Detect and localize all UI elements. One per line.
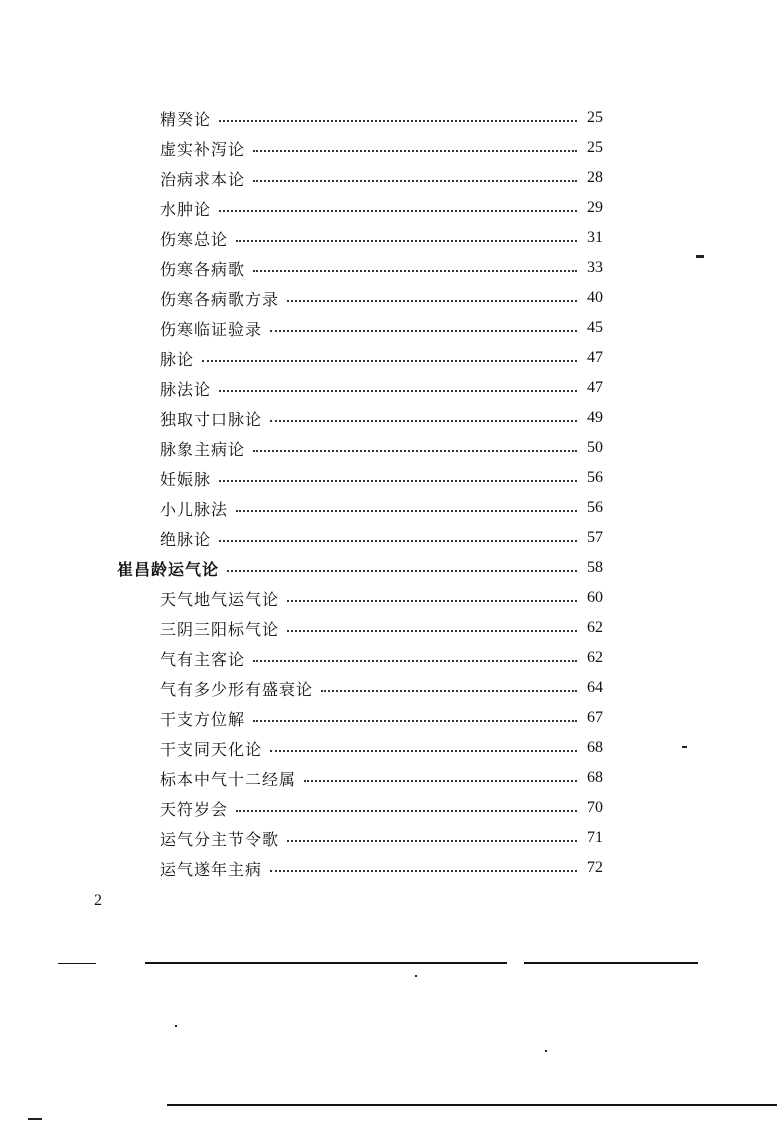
entry-title: 干支方位解 <box>160 709 246 729</box>
toc-entry <box>160 673 603 703</box>
entry-page: 29 <box>587 199 603 216</box>
page-number: 2 <box>94 892 102 909</box>
scan-speck <box>28 1118 42 1120</box>
dot-leader <box>253 720 577 722</box>
entry-title: 小儿脉法 <box>160 499 229 519</box>
scan-rule <box>167 1104 777 1106</box>
toc-entry <box>160 793 603 823</box>
toc-entry <box>160 823 603 853</box>
entry-title: 伤寒总论 <box>160 229 229 249</box>
entry-page: 31 <box>587 229 603 246</box>
entry-title: 气有多少形有盛衰论 <box>160 679 314 699</box>
entry-title: 治病求本论 <box>160 169 246 189</box>
toc-entry <box>160 493 603 523</box>
dot-leader <box>287 600 577 602</box>
dot-leader <box>202 360 577 362</box>
entry-title: 妊娠脉 <box>160 469 212 489</box>
entry-page: 47 <box>587 349 603 366</box>
entry-title: 脉象主病论 <box>160 439 246 459</box>
dot-leader <box>253 270 577 272</box>
dot-leader <box>270 330 577 332</box>
entry-title: 气有主客论 <box>160 649 246 669</box>
entry-title: 脉论 <box>160 349 195 369</box>
dot-leader <box>219 480 577 482</box>
toc-entry <box>160 433 603 463</box>
scan-speck <box>545 1050 547 1052</box>
toc-entry <box>160 583 603 613</box>
toc-entry <box>160 703 603 733</box>
dot-leader <box>270 750 577 752</box>
toc-entry <box>160 853 603 883</box>
entry-title: 绝脉论 <box>160 529 212 549</box>
entry-page: 28 <box>587 169 603 186</box>
entry-page: 50 <box>587 439 603 456</box>
scan-rule <box>58 963 96 964</box>
entry-title: 伤寒临证验录 <box>160 319 263 339</box>
entry-page: 33 <box>587 259 603 276</box>
dot-leader <box>227 570 577 572</box>
dot-leader <box>236 240 577 242</box>
dot-leader <box>219 390 577 392</box>
entry-page: 58 <box>587 559 603 576</box>
entry-page: 57 <box>587 529 603 546</box>
entry-title: 运气遂年主病 <box>160 859 263 879</box>
entry-title: 三阴三阳标气论 <box>160 619 280 639</box>
dot-leader <box>236 510 577 512</box>
dot-leader <box>287 630 577 632</box>
toc-entry <box>160 463 603 493</box>
dot-leader <box>270 420 577 422</box>
dot-leader <box>287 840 577 842</box>
toc-entry <box>160 103 603 133</box>
entry-page: 60 <box>587 589 603 606</box>
entry-page: 67 <box>587 709 603 726</box>
scan-rule <box>145 962 507 964</box>
entry-title: 伤寒各病歌 <box>160 259 246 279</box>
toc-entry <box>160 193 603 223</box>
dot-leader <box>304 780 577 782</box>
toc-entry <box>160 403 603 433</box>
entry-title: 天符岁会 <box>160 799 229 819</box>
entry-page: 62 <box>587 649 603 666</box>
dot-leader <box>270 870 577 872</box>
entry-page: 56 <box>587 499 603 516</box>
dot-leader <box>253 450 577 452</box>
dot-leader <box>236 810 577 812</box>
entry-page: 25 <box>587 109 603 126</box>
toc-entry <box>160 223 603 253</box>
dot-leader <box>219 120 577 122</box>
entry-title: 崔昌龄运气论 <box>117 559 220 579</box>
scan-speck <box>696 255 704 258</box>
dot-leader <box>321 690 577 692</box>
entry-title: 干支同天化论 <box>160 739 263 759</box>
toc-entry <box>160 163 603 193</box>
entry-page: 47 <box>587 379 603 396</box>
toc-entry <box>160 283 603 313</box>
toc-entry <box>160 373 603 403</box>
entry-title: 脉法论 <box>160 379 212 399</box>
toc-entry <box>160 133 603 163</box>
dot-leader <box>219 210 577 212</box>
toc-entry <box>160 523 603 553</box>
toc-entry <box>160 613 603 643</box>
entry-page: 56 <box>587 469 603 486</box>
entry-page: 62 <box>587 619 603 636</box>
entry-page: 71 <box>587 829 603 846</box>
toc-entry <box>160 313 603 343</box>
entry-page: 70 <box>587 799 603 816</box>
entry-title: 伤寒各病歌方录 <box>160 289 280 309</box>
entry-title: 虚实补泻论 <box>160 139 246 159</box>
scan-speck <box>415 975 417 977</box>
scan-speck <box>682 746 687 748</box>
toc-entry <box>160 733 603 763</box>
dot-leader <box>219 540 577 542</box>
toc-entry <box>160 643 603 673</box>
entry-title: 标本中气十二经属 <box>160 769 297 789</box>
entry-title: 水肿论 <box>160 199 212 219</box>
entry-page: 64 <box>587 679 603 696</box>
toc-section-entry <box>117 553 603 583</box>
entry-page: 40 <box>587 289 603 306</box>
scan-speck <box>175 1025 177 1027</box>
toc-entry <box>160 253 603 283</box>
entry-page: 72 <box>587 859 603 876</box>
entry-page: 68 <box>587 739 603 756</box>
dot-leader <box>287 300 577 302</box>
entry-page: 49 <box>587 409 603 426</box>
entry-title: 独取寸口脉论 <box>160 409 263 429</box>
toc-entry <box>160 763 603 793</box>
entry-title: 运气分主节令歌 <box>160 829 280 849</box>
entry-page: 68 <box>587 769 603 786</box>
entry-title: 精癸论 <box>160 109 212 129</box>
toc-entry <box>160 343 603 373</box>
scan-rule <box>524 962 698 964</box>
entry-title: 天气地气运气论 <box>160 589 280 609</box>
entry-page: 45 <box>587 319 603 336</box>
dot-leader <box>253 660 577 662</box>
entry-page: 25 <box>587 139 603 156</box>
dot-leader <box>253 150 577 152</box>
dot-leader <box>253 180 577 182</box>
